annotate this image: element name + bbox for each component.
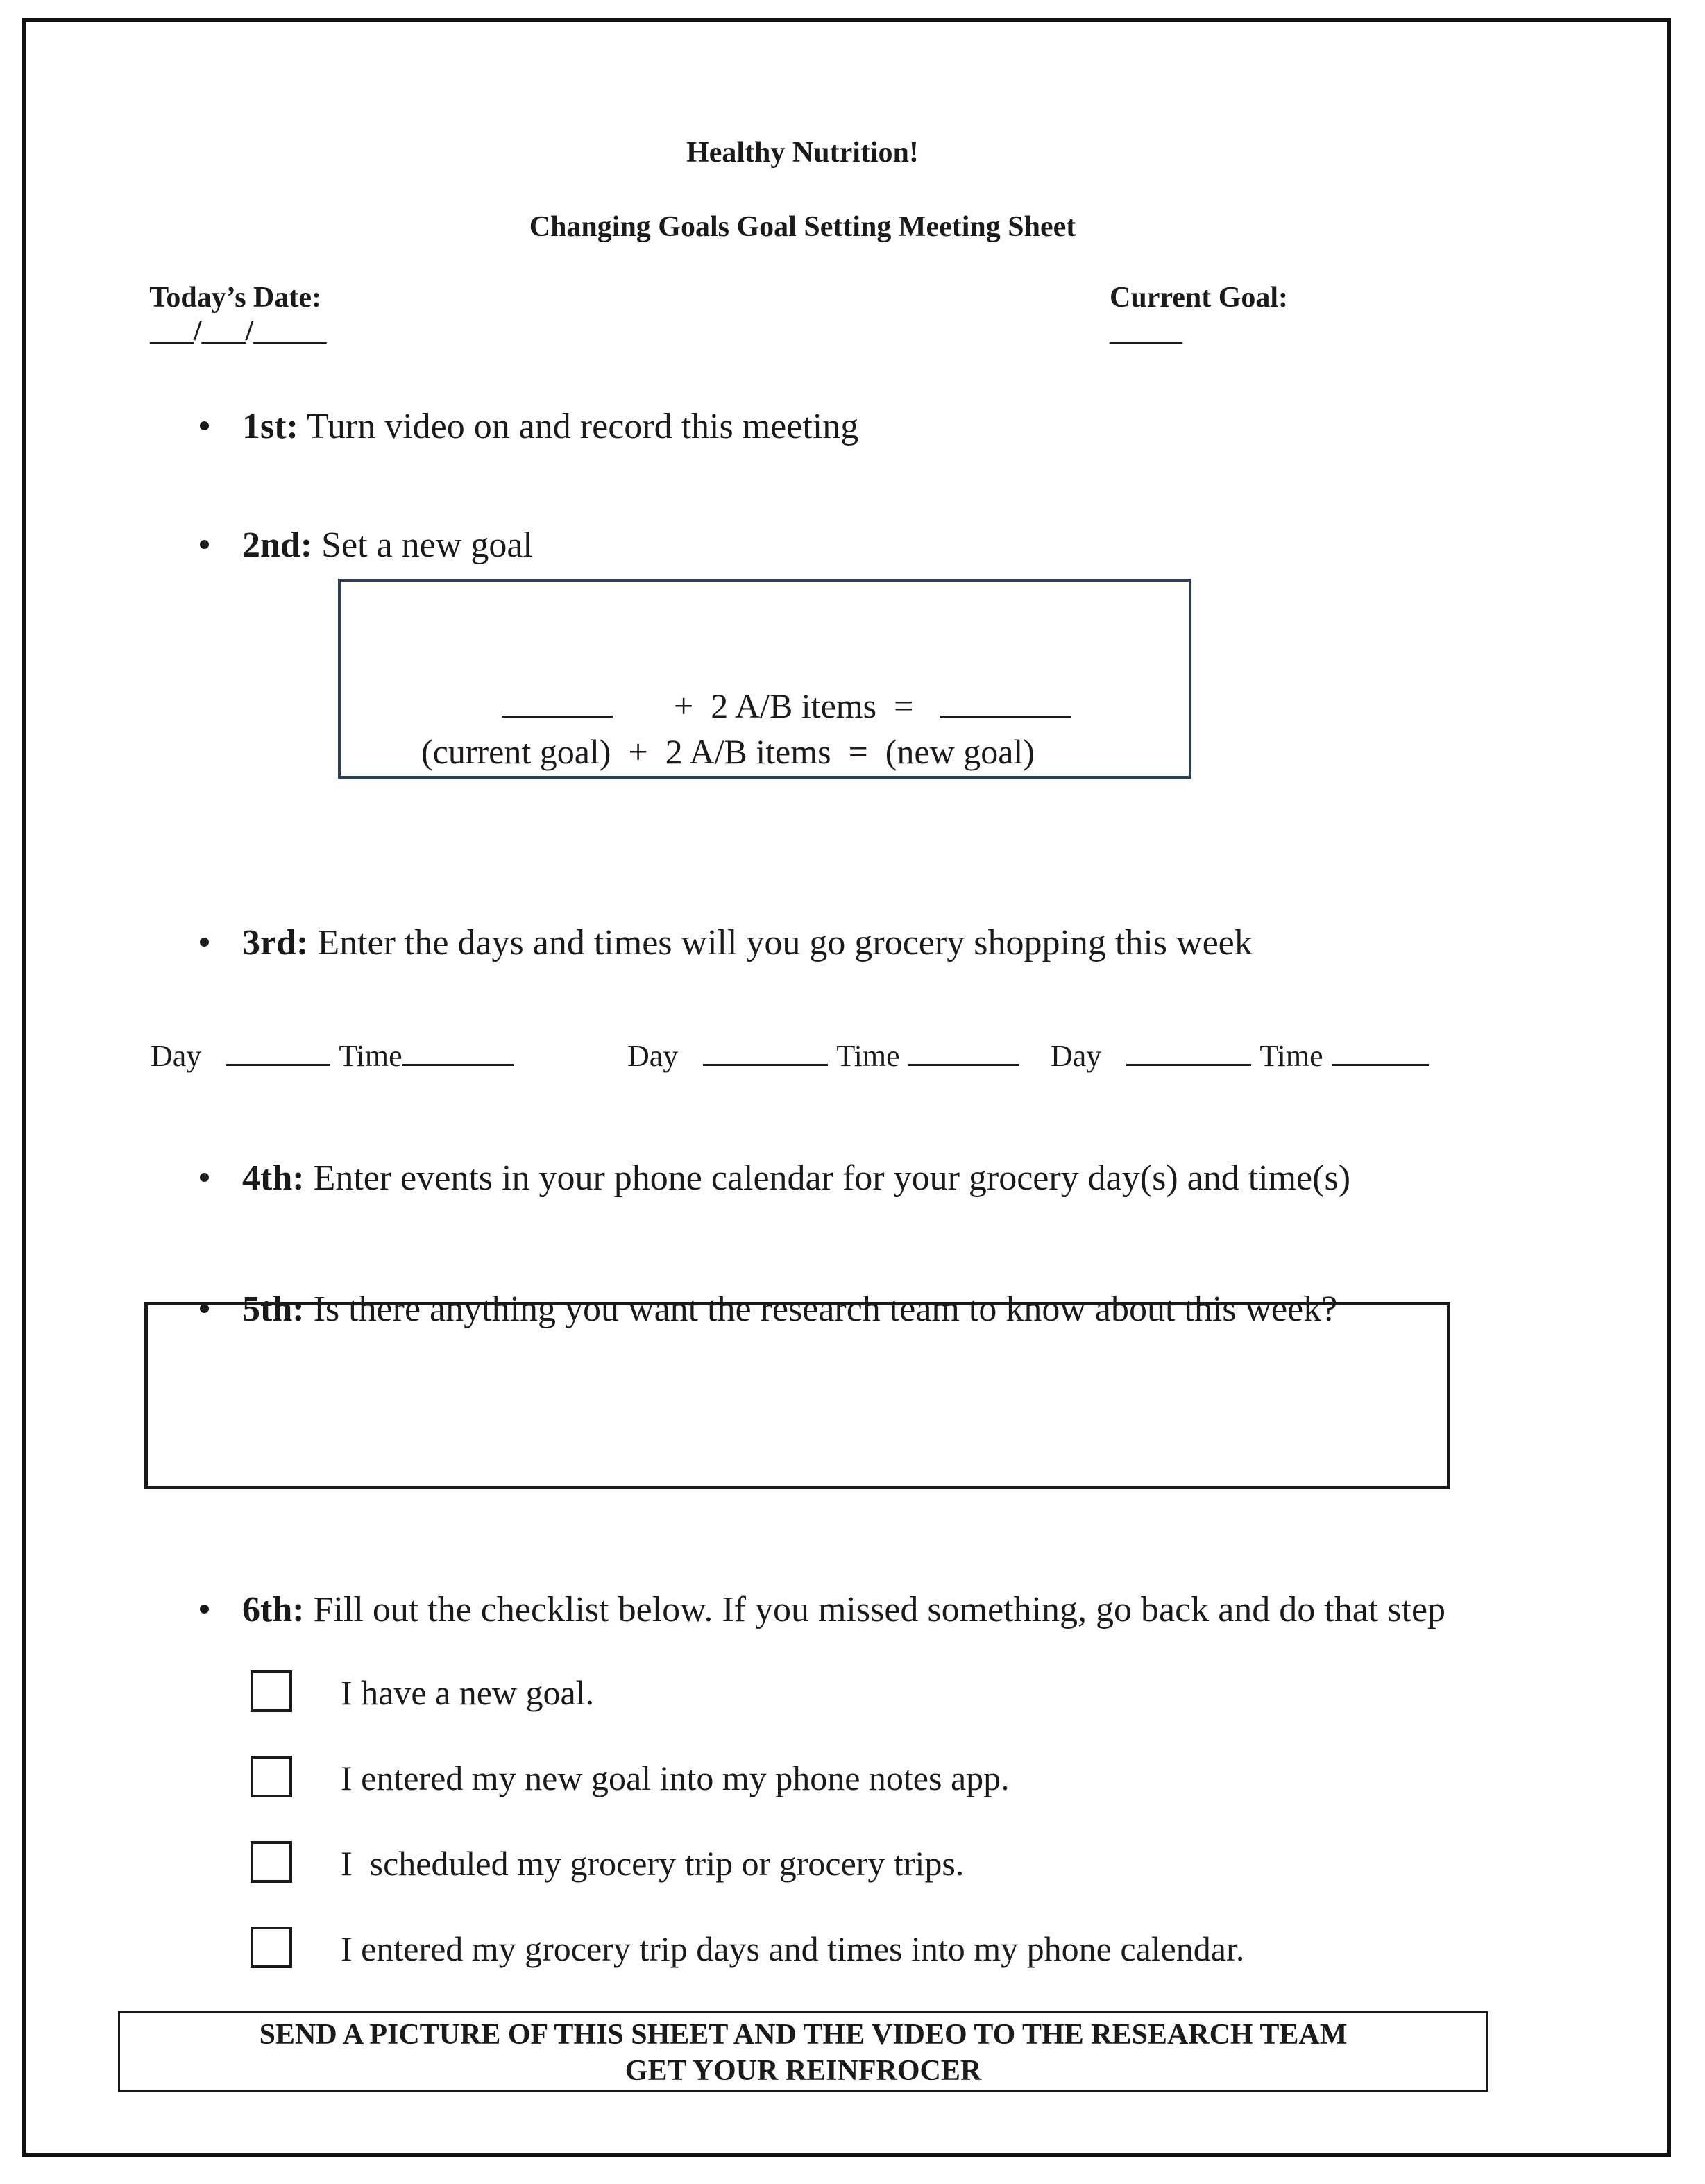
bullet-icon (200, 938, 209, 947)
current-goal-label: Current Goal: (1110, 282, 1289, 314)
time-entry[interactable] (402, 1058, 514, 1066)
goal-formula-box (338, 579, 1191, 779)
step-label: 5th: (242, 1289, 305, 1329)
bullet-icon (200, 540, 209, 549)
step-4 (182, 1117, 1350, 1199)
schedule-slot-1 (135, 1003, 514, 1074)
step-text: Fill out the checklist below. If you missed something, go back and do that step (304, 1590, 1446, 1629)
checklist-text: I have a new goal. (341, 1673, 595, 1712)
step-6 (182, 1548, 1445, 1630)
date-label: Today’s Date: (149, 282, 321, 314)
current-goal-entry[interactable] (502, 710, 613, 718)
checklist-item (233, 1803, 964, 1888)
date-field (135, 248, 326, 348)
step-text: Is there anything you want the research team to know about this week? (304, 1289, 1338, 1329)
checkbox[interactable] (251, 1927, 292, 1968)
day-label: Day (627, 1039, 679, 1073)
document-title: Healthy Nutrition! (686, 137, 919, 169)
schedule-slot-2 (612, 1003, 1019, 1074)
checklist-text: I scheduled my grocery trip or grocery trips. (341, 1844, 965, 1883)
checklist-text: I entered my grocery trip days and times into my phone calendar. (341, 1929, 1245, 1968)
goal-plus-text: + 2 A/B items = (674, 686, 914, 725)
step-2 (182, 484, 533, 566)
step-label: 1st: (242, 407, 298, 446)
step-text: Enter the days and times will you go grocery shopping this week (308, 923, 1253, 963)
checklist-text: I entered my new goal into my phone notes app. (341, 1759, 1010, 1797)
new-goal-entry[interactable] (940, 710, 1071, 718)
time-label: Time (1259, 1039, 1323, 1073)
step-text: Enter events in your phone calendar for your grocery day(s) and time(s) (304, 1158, 1351, 1198)
step-label: 2nd: (242, 525, 313, 565)
step-1 (182, 365, 858, 447)
day-entry[interactable] (703, 1058, 828, 1066)
checklist-item (233, 1632, 594, 1718)
day-entry[interactable] (226, 1058, 330, 1066)
step-text: Set a new goal (312, 525, 533, 565)
bullet-icon (200, 1173, 209, 1182)
time-label: Time (339, 1039, 402, 1073)
time-entry[interactable] (1332, 1058, 1429, 1066)
current-goal-field (1095, 248, 1288, 348)
day-label: Day (151, 1039, 202, 1073)
document-subtitle: Changing Goals Goal Setting Meeting Sheet (529, 211, 1076, 243)
checkbox[interactable] (251, 1756, 292, 1797)
bullet-icon (200, 421, 209, 430)
footer-line-1: SEND A PICTURE OF THIS SHEET AND THE VIDEO TO THE RESEARCH TEAM (259, 2019, 1348, 2051)
day-label: Day (1051, 1039, 1102, 1073)
footer-line-2: GET YOUR REINFROCER (625, 2055, 982, 2087)
step-label: 6th: (242, 1590, 305, 1629)
day-entry[interactable] (1126, 1058, 1251, 1066)
checklist-item (233, 1718, 1010, 1803)
current-goal-blank[interactable]: _____ (1110, 315, 1182, 347)
step-text: Turn video on and record this meeting (298, 407, 859, 446)
step-3 (182, 881, 1253, 963)
checkbox[interactable] (251, 1841, 292, 1883)
date-blank[interactable]: ___/___/_____ (150, 315, 327, 347)
schedule-slot-3 (1035, 1003, 1429, 1074)
time-entry[interactable] (908, 1058, 1019, 1066)
checkbox[interactable] (251, 1670, 292, 1712)
time-label: Time (836, 1039, 900, 1073)
footer-instructions (118, 2011, 1488, 2092)
step-label: 4th: (242, 1158, 305, 1198)
step-label: 3rd: (242, 923, 309, 963)
research-notes-box[interactable] (144, 1302, 1450, 1489)
checklist-item (233, 1888, 1244, 1974)
bullet-icon (200, 1605, 209, 1614)
goal-formula-caption: (current goal) + 2 A/B items = (new goal) (421, 732, 1035, 771)
